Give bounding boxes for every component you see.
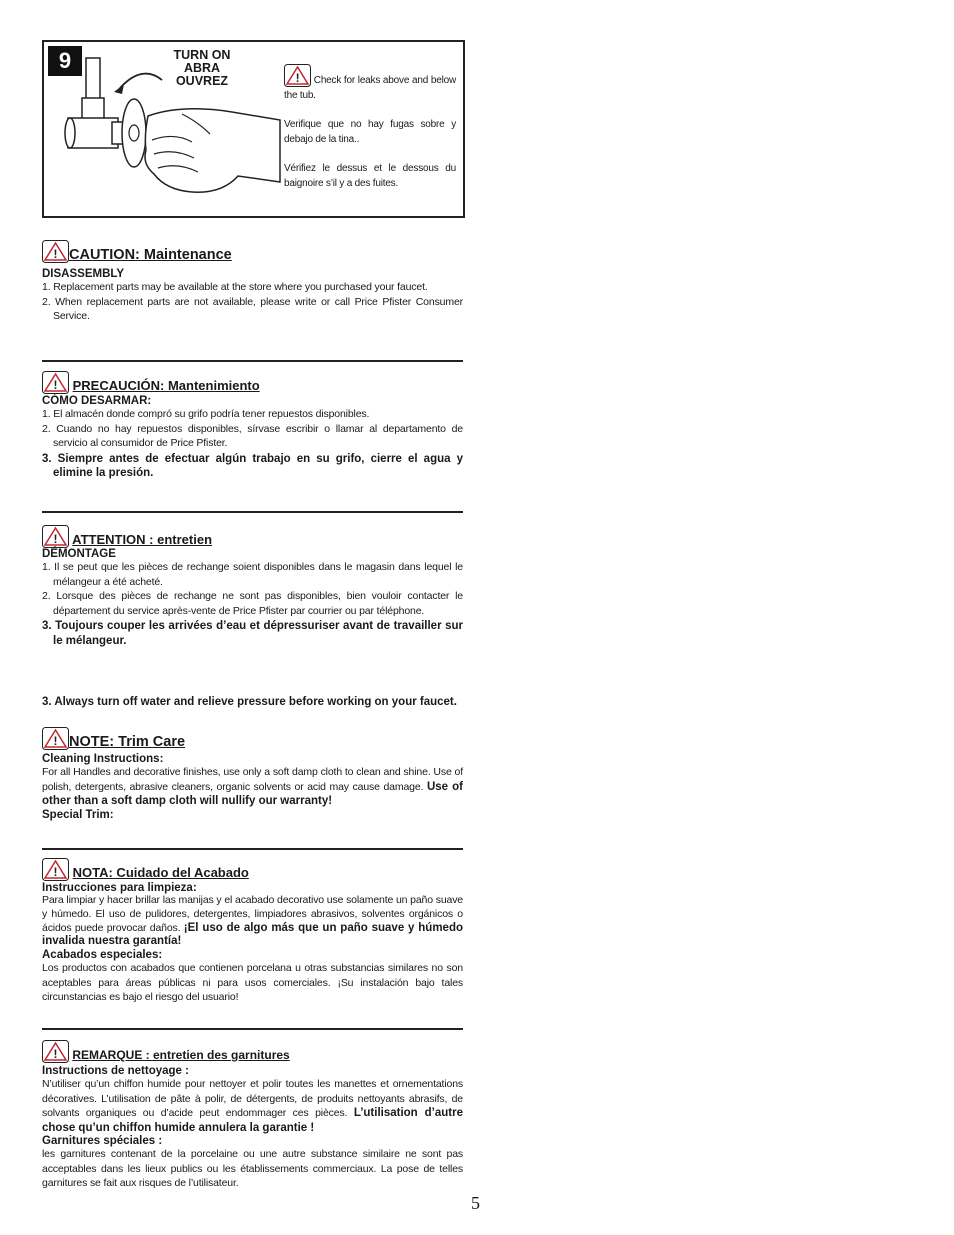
note-en-section — [42, 727, 463, 821]
turn-on-en: TURN ON — [173, 48, 231, 62]
turn-on-label — [162, 49, 242, 88]
note-es-special-text: Los productos con acabados que contienen porcelana u otras substancias similares no son aceptables para áreas públicas ni para usos comerciales. ¡Su instalación bajo tales circunstancias es bajo el riesgo del usuario! — [42, 962, 463, 1004]
step-9-box — [42, 40, 465, 218]
caution-es-subtitle: CÓMO DESARMAR: — [42, 395, 152, 407]
note-fr-subtitle: Instructions de nettoyage : — [42, 1065, 189, 1077]
caution-en-list — [42, 280, 463, 324]
list-item: 3. Siempre antes de efectuar algún trabajo en su grifo, cierre el agua y elimine la presión. — [42, 452, 463, 479]
note-en-warranty: Use of other than a soft damp cloth will nullify our warranty! — [42, 780, 463, 807]
svg-text:!: ! — [53, 1047, 58, 1061]
note-fr-section — [42, 1040, 463, 1191]
warning-icon — [42, 240, 69, 263]
svg-text:!: ! — [53, 734, 58, 748]
caution-fr-list — [42, 560, 463, 648]
note-en-title: ! NOTE: Trim Care — [42, 727, 463, 750]
step-number: 9 — [48, 46, 82, 76]
caution-es-section — [42, 371, 463, 481]
note-fr-warranty: L’utilisation d’autre chose qu’un chiffon humide annulera la garantie ! — [42, 1107, 463, 1134]
note-fr-special: Garnitures spéciales : — [42, 1135, 163, 1147]
note-en-text: For all Handles and decorative finishes, use only a soft damp cloth to clean and shine. Use of polish, detergents, abrasive cleaners, organic solvents or acid may cause damage. — [42, 766, 463, 793]
list-item: 1. El almacén donde compró su grifo podría tener repuestos disponibles. — [42, 408, 370, 420]
divider — [42, 848, 463, 850]
warning-icon — [42, 1040, 69, 1063]
note-es-text: Para limpiar y hacer brillar las manijas y el acabado decorativo use solamente un paño suave y húmedo. El uso de pulidores, detergentes, limpiadores abrasivos, solventes orgánicos o ácidos puede provocar daños. — [42, 894, 463, 934]
note-fr-text: N’utiliser qu’un chiffon humide pour nettoyer et polir toutes les manettes et ornementations décoratives. L’utilisation de pâte à polir, de détergents, de produits nettoyants abrasifs, de solvants organiques ou d’acide peut endommager ces pièces. — [42, 1078, 463, 1119]
caution-fr-section — [42, 525, 463, 648]
warning-icon — [42, 727, 69, 750]
caution-es-list — [42, 407, 463, 481]
check-es: Verifique que no hay fugas sobre y debajo de la tina.. — [284, 119, 456, 145]
note-es-section — [42, 858, 463, 1005]
caution-fr-subtitle: DÉMONTAGE — [42, 548, 116, 560]
list-item: 2. Cuando no hay repuestos disponibles, sírvase escribir o llamar al departamento de servicio al consumidor de Price Pfister. — [42, 422, 463, 449]
warning-icon — [42, 525, 69, 548]
note-es-warranty: ¡El uso de algo más que un paño suave y húmedo invalida nuestra garantía! — [42, 921, 463, 948]
note-en-subtitle: Cleaning Instructions: — [42, 753, 164, 765]
list-item: 1. Il se peut que les pièces de rechange soient disponibles dans le magasin dans lequel le mélangeur a été acheté. — [42, 561, 463, 588]
list-item: 1. Replacement parts may be available at the store where you purchased your faucet. — [42, 281, 428, 293]
note-fr-special-text: les garnitures contenant de la porcelaine ou une autre substance similaire ne sont pas acceptables dans les lieux publics ou les établissements commerciaux. La pose de telles garnitures se fait aux risques de l’utilisateur. — [42, 1148, 463, 1189]
note-en-special: Special Trim: — [42, 808, 114, 821]
caution-es-title: ! PRECAUCIÓN: Mantenimiento — [42, 371, 463, 394]
divider — [42, 1028, 463, 1030]
note-es-title: ! NOTA: Cuidado del Acabado — [42, 858, 463, 881]
caution-fr-title: ! ATTENTION : entretien — [42, 525, 463, 548]
warning-icon — [284, 64, 311, 87]
caution-en-subtitle: DISASSEMBLY — [42, 268, 125, 280]
svg-text:!: ! — [53, 865, 58, 879]
list-item: 3. Toujours couper les arrivées d’eau et dépressuriser avant de travailler sur le mélangeur. — [42, 620, 463, 647]
caution-en-section — [42, 240, 463, 324]
turn-on-fr: OUVREZ — [175, 74, 229, 88]
divider — [42, 360, 463, 362]
note-es-subtitle: Instrucciones para limpieza: — [42, 882, 197, 894]
divider — [42, 511, 463, 513]
caution-en-item3: 3. Always turn off water and relieve pressure before working on your faucet. — [42, 696, 457, 708]
note-es-special: Acabados especiales: — [42, 949, 163, 962]
check-fr: Vérifiez le dessus et le dessous du baignoire s’il y a des fuites. — [284, 163, 456, 189]
svg-text:!: ! — [295, 71, 300, 85]
note-fr-title: ! REMARQUE : entretien des garnitures — [42, 1040, 463, 1063]
svg-text:!: ! — [53, 378, 58, 392]
list-item: 2. Lorsque des pièces de rechange ne sont pas disponibles, bien vouloir contacter le département du service après-vente de Price Pfister par courrier ou par téléphone. — [42, 590, 463, 617]
caution-en-title: ! CAUTION: Maintenance — [42, 240, 463, 263]
page-number: 5 — [471, 1193, 480, 1213]
warning-icon — [42, 371, 69, 394]
warning-icon — [42, 858, 69, 881]
check-en: Check for leaks above and below the tub. — [284, 75, 456, 101]
turn-on-es: ABRA — [183, 61, 221, 75]
leak-check-text — [284, 64, 456, 206]
svg-text:!: ! — [53, 247, 58, 261]
list-item: 2. When replacement parts are not available, please write or call Price Pfister Consumer Service. — [42, 295, 463, 322]
svg-text:!: ! — [53, 532, 58, 546]
